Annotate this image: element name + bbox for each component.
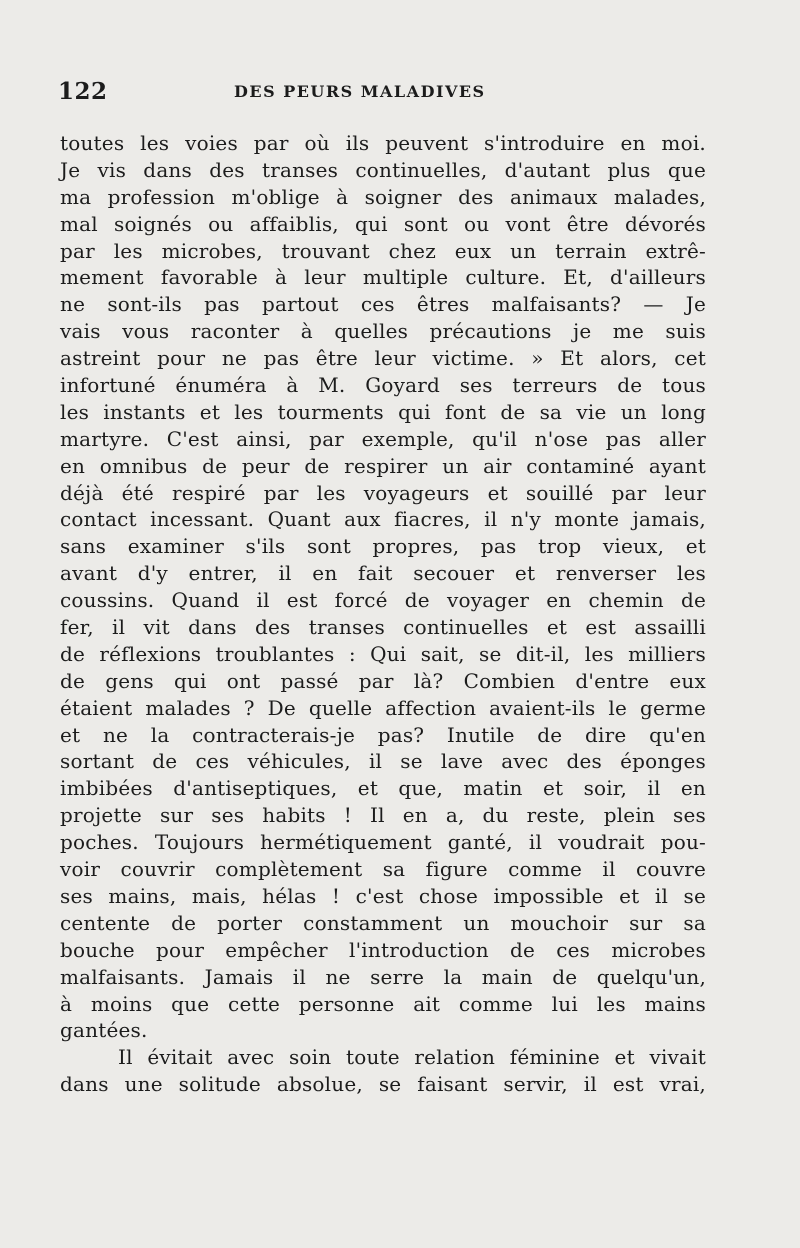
text-line: vais vous raconter à quelles précautions je me suis bbox=[60, 319, 706, 344]
text-line: centente de porter constamment un mouchoir sur sa bbox=[60, 910, 706, 935]
text-line: toutes les voies par où ils peuvent s'introduire en moi. bbox=[60, 131, 706, 155]
text-line: étaient malades ? De quelle affection avaient-ils le germe bbox=[60, 695, 706, 720]
text-line: dans une solitude absolue, se faisant servir, il est vrai, bbox=[60, 1072, 706, 1097]
text-line: à moins que cette personne ait comme lui les mains bbox=[60, 991, 706, 1016]
text-line: voir couvrir complètement sa figure comme il couvre bbox=[60, 857, 706, 882]
text-line: de réflexions troublantes : Qui sait, se dit-il, les milliers bbox=[60, 641, 706, 666]
text-line: malfaisants. Jamais il ne serre la main de quelqu'un, bbox=[60, 964, 706, 989]
page-number: 122 bbox=[58, 78, 108, 105]
text-line: mement favorable à leur multiple culture. Et, d'ailleurs bbox=[60, 265, 706, 290]
paragraph-first-line: Il évitait avec soin toute relation féminine et vivait bbox=[118, 1045, 706, 1070]
text-line: coussins. Quand il est forcé de voyager en chemin de bbox=[60, 588, 706, 613]
text-line: contact incessant. Quant aux fiacres, il n'y monte jamais, bbox=[60, 507, 706, 532]
text-line: infortuné énuméra à M. Goyard ses terreurs de tous bbox=[60, 373, 706, 398]
text-line: ne sont-ils pas partout ces êtres malfaisants? — Je bbox=[60, 292, 706, 317]
text-line: martyre. C'est ainsi, par exemple, qu'il n'ose pas aller bbox=[60, 426, 706, 451]
text-line: gantées. bbox=[60, 1018, 148, 1043]
running-title: DES PEURS MALADIVES bbox=[234, 82, 486, 101]
text-line: déjà été respiré par les voyageurs et souillé par leur bbox=[60, 480, 706, 505]
text-line: imbibées d'antiseptiques, et que, matin et soir, il en bbox=[60, 776, 706, 801]
text-line: ses mains, mais, hélas ! c'est chose impossible et il se bbox=[60, 883, 706, 908]
text-line: ma profession m'oblige à soigner des animaux malades, bbox=[60, 184, 706, 209]
text-line: mal soignés ou affaiblis, qui sont ou vont être dévorés bbox=[60, 211, 706, 236]
text-line: sortant de ces véhicules, il se lave avec des éponges bbox=[60, 749, 706, 774]
text-line: fer, il vit dans des transes continuelles et est assailli bbox=[60, 615, 706, 640]
body-text bbox=[60, 130, 706, 1098]
text-line: projette sur ses habits ! Il en a, du reste, plein ses bbox=[60, 803, 706, 828]
text-line: les instants et les tourments qui font de sa vie un long bbox=[60, 399, 706, 424]
text-line: Je vis dans des transes continuelles, d'autant plus que bbox=[60, 157, 706, 182]
text-line: astreint pour ne pas être leur victime. » Et alors, cet bbox=[60, 346, 706, 371]
text-line: sans examiner s'ils sont propres, pas trop vieux, et bbox=[60, 534, 706, 559]
text-line: en omnibus de peur de respirer un air contaminé ayant bbox=[60, 453, 706, 478]
text-line: avant d'y entrer, il en fait secouer et renverser les bbox=[60, 561, 706, 586]
page-header bbox=[58, 78, 528, 108]
text-line: par les microbes, trouvant chez eux un terrain extrê- bbox=[60, 238, 706, 263]
text-line: et ne la contracterais-je pas? Inutile de dire qu'en bbox=[60, 722, 706, 747]
text-line: de gens qui ont passé par là? Combien d'entre eux bbox=[60, 668, 706, 693]
text-line: poches. Toujours hermétiquement ganté, il voudrait pou- bbox=[60, 830, 706, 855]
text-line: bouche pour empêcher l'introduction de ces microbes bbox=[60, 937, 706, 962]
